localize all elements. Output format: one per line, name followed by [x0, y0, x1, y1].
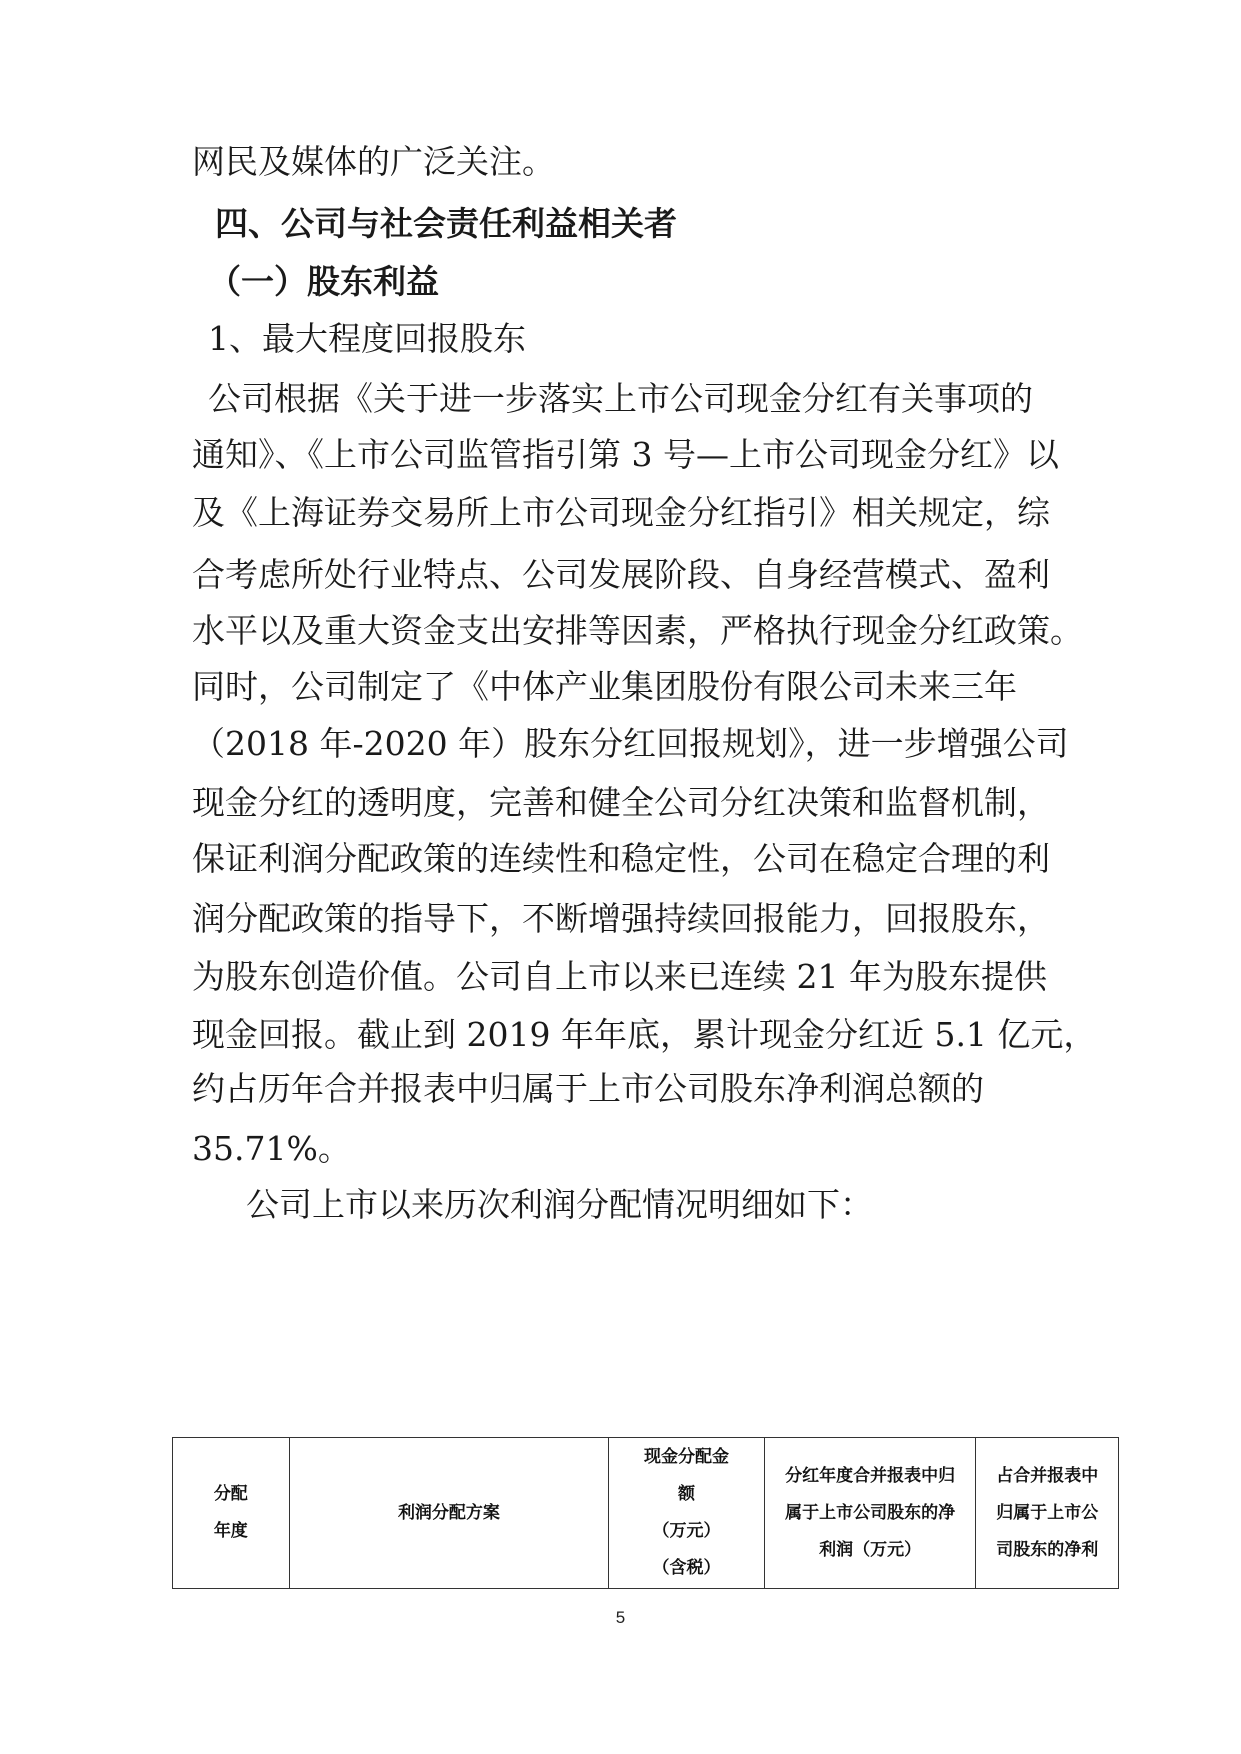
body-text-line: 及《上海证券交易所上市公司现金分红指引》相关规定，综	[192, 493, 1050, 532]
body-text-line: 网民及媒体的广泛关注。	[192, 142, 555, 181]
page-number: 5	[615, 1608, 626, 1627]
body-text-line: 润分配政策的指导下，不断增强持续回报能力，回报股东，	[192, 899, 1050, 938]
header-net-profit: 分红年度合并报表中归 属于上市公司股东的净 利润（万元）	[764, 1438, 976, 1589]
body-text-line: 为股东创造价值。公司自上市以来已连续 21 年为股东提供	[192, 957, 1047, 996]
body-text-line: 公司根据《关于进一步落实上市公司现金分红有关事项的	[208, 379, 1033, 418]
section-heading: 四、公司与社会责任利益相关者	[215, 204, 677, 243]
header-ratio: 占合并报表中 归属于上市公 司股东的净利	[976, 1438, 1119, 1589]
profit-distribution-table	[172, 1437, 1119, 1589]
body-text-line: 35.71%。	[192, 1129, 351, 1168]
body-text-line: 水平以及重大资金支出安排等因素，严格执行现金分红政策。	[192, 611, 1083, 650]
body-text-line: 同时，公司制定了《中体产业集团股份有限公司未来三年	[192, 667, 1017, 706]
body-text-line: 现金分红的透明度，完善和健全公司分红决策和监督机制，	[192, 783, 1050, 822]
subsection-heading: （一）股东利益	[208, 262, 439, 301]
item-heading: 1、最大程度回报股东	[208, 319, 526, 358]
body-text-line: 公司上市以来历次利润分配情况明细如下：	[246, 1185, 873, 1224]
body-text-line: 合考虑所处行业特点、公司发展阶段、自身经营模式、盈利	[192, 555, 1050, 594]
header-distribution-plan: 利润分配方案	[289, 1438, 609, 1589]
body-text-line: 保证利润分配政策的连续性和稳定性，公司在稳定合理的利	[192, 839, 1050, 878]
body-text-line: 约占历年合并报表中归属于上市公司股东净利润总额的	[192, 1069, 984, 1108]
body-text-line: （2018 年-2020 年）股东分红回报规划》，进一步增强公司	[192, 724, 1069, 763]
header-distribution-year: 分配 年度	[173, 1438, 290, 1589]
body-text-line: 现金回报。截止到 2019 年年底，累计现金分红近 5.1 亿元，	[192, 1015, 1097, 1054]
body-text-line: 通知》、《上市公司监管指引第 3 号—上市公司现金分红》以	[192, 435, 1059, 474]
header-cash-amount: 现金分配金 额 （万元） （含税）	[609, 1438, 765, 1589]
table-header-row	[173, 1438, 1119, 1589]
